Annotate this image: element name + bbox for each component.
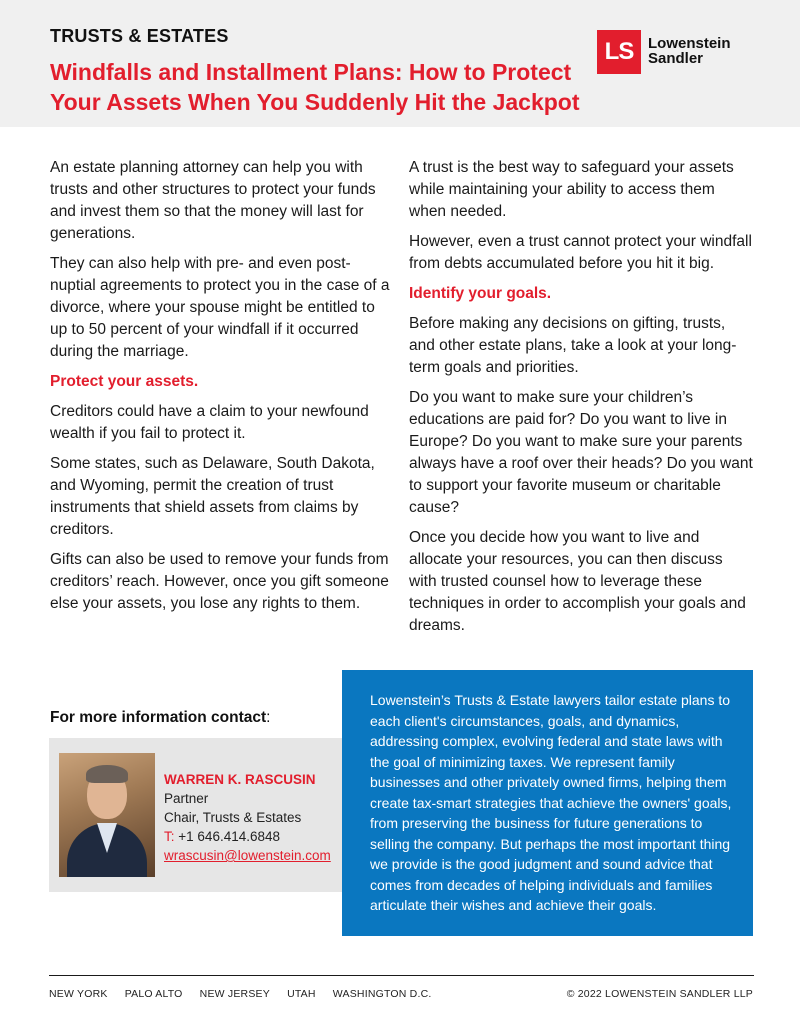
- left-paragraph-4: Some states, such as Delaware, South Dakota, and Wyoming, permit the creation of trust instruments that shield assets from claims by creditors.: [50, 455, 375, 538]
- logo-line-2: Sandler: [648, 50, 704, 67]
- contact-position: Chair, Trusts & Estates: [164, 810, 302, 825]
- page-header: [0, 0, 800, 127]
- office-new-york: NEW YORK: [49, 988, 108, 1000]
- contact-details: [164, 770, 331, 865]
- logo-wordmark: [648, 36, 731, 66]
- office-palo-alto: PALO ALTO: [124, 988, 183, 1000]
- left-paragraph-5: Gifts can also be used to remove your funds from creditors’ reach. However, once you gift someone else your assets, you lose any rights to them.: [50, 551, 389, 612]
- contact-card: [49, 738, 343, 892]
- left-paragraph-2: They can also help with pre- and even post-nuptial agreements to protect you in the case of a divorce, where your spouse might be entitled to up to 50 percent of your windfall if it occurred during the marriage.: [50, 255, 390, 360]
- left-column: [50, 157, 395, 623]
- firm-description-box: [342, 670, 753, 936]
- contact-name: WARREN K. RASCUSIN: [164, 772, 316, 787]
- contact-email-link[interactable]: wrascusin@lowenstein.com: [164, 848, 331, 863]
- footer-copyright: © 2022 LOWENSTEIN SANDLER LLP: [566, 988, 753, 1000]
- right-subheading: Identify your goals.: [409, 285, 552, 302]
- photo-hair-shape: [86, 765, 128, 783]
- title-line-2: Your Assets When You Suddenly Hit the Jackpot: [50, 89, 580, 115]
- footer-divider: [49, 975, 754, 976]
- right-column: [409, 157, 754, 645]
- footer-offices: [49, 988, 445, 1000]
- title-line-1: Windfalls and Installment Plans: How to Protect: [50, 59, 572, 85]
- left-subheading: Protect your assets.: [50, 373, 199, 390]
- right-paragraph-2: However, even a trust cannot protect your windfall from debts accumulated before you hit it big.: [409, 233, 752, 272]
- right-paragraph-5: Once you decide how you want to live and allocate your resources, you can then discuss with trusted counsel how to leverage these techniques in order to accomplish your goals and dreams.: [409, 529, 746, 634]
- contact-heading: [50, 709, 270, 727]
- contact-heading-text: For more information contact: [50, 709, 267, 726]
- contact-role: Partner: [164, 791, 209, 806]
- left-paragraph-1: An estate planning attorney can help you with trusts and other structures to protect your funds and invest them so that the money will last for generations.: [50, 159, 376, 242]
- office-washington-dc: WASHINGTON D.C.: [332, 988, 432, 1000]
- right-paragraph-4: Do you want to make sure your children’s educations are paid for? Do you want to live in Europe? Do you want to make sure your parents always have a roof over their heads? Do you want to support your favorite museum or charitable cause?: [409, 389, 753, 516]
- firm-description-text: Lowenstein’s Trusts & Estate lawyers tailor estate plans to each client's circumstances, goals, and dynamics, addressing complex, evolving federal and state laws with the goal of minimizing taxes. We represent family businesses and other privately owned firms, helping them create tax-smart strategies that achieve the owners' goals, from preserving the business for future generations to selling the company. But perhaps the most important thing we provide is the good judgment and sound advice that comes from decades of helping individuals and families articulate their wishes and achieve their goals.: [370, 692, 732, 913]
- right-paragraph-3: Before making any decisions on gifting, trusts, and other estate plans, take a look at your long-term goals and priorities.: [409, 315, 737, 376]
- logo-mark-icon: LS: [597, 30, 641, 74]
- office-new-jersey: NEW JERSEY: [199, 988, 270, 1000]
- contact-phone-row: [164, 827, 331, 846]
- contact-photo: [59, 753, 155, 877]
- section-kicker: TRUSTS & ESTATES: [50, 26, 229, 46]
- page-title: [50, 57, 590, 117]
- logo-line-1: Lowenstein: [648, 35, 731, 52]
- contact-heading-colon: :: [266, 709, 271, 726]
- office-utah: UTAH: [287, 988, 316, 1000]
- phone-label: T:: [164, 829, 175, 844]
- contact-phone[interactable]: +1 646.414.6848: [178, 829, 281, 844]
- left-paragraph-3: Creditors could have a claim to your newfound wealth if you fail to protect it.: [50, 403, 369, 442]
- right-paragraph-1: A trust is the best way to safeguard your assets while maintaining your ability to access them when needed.: [409, 159, 734, 220]
